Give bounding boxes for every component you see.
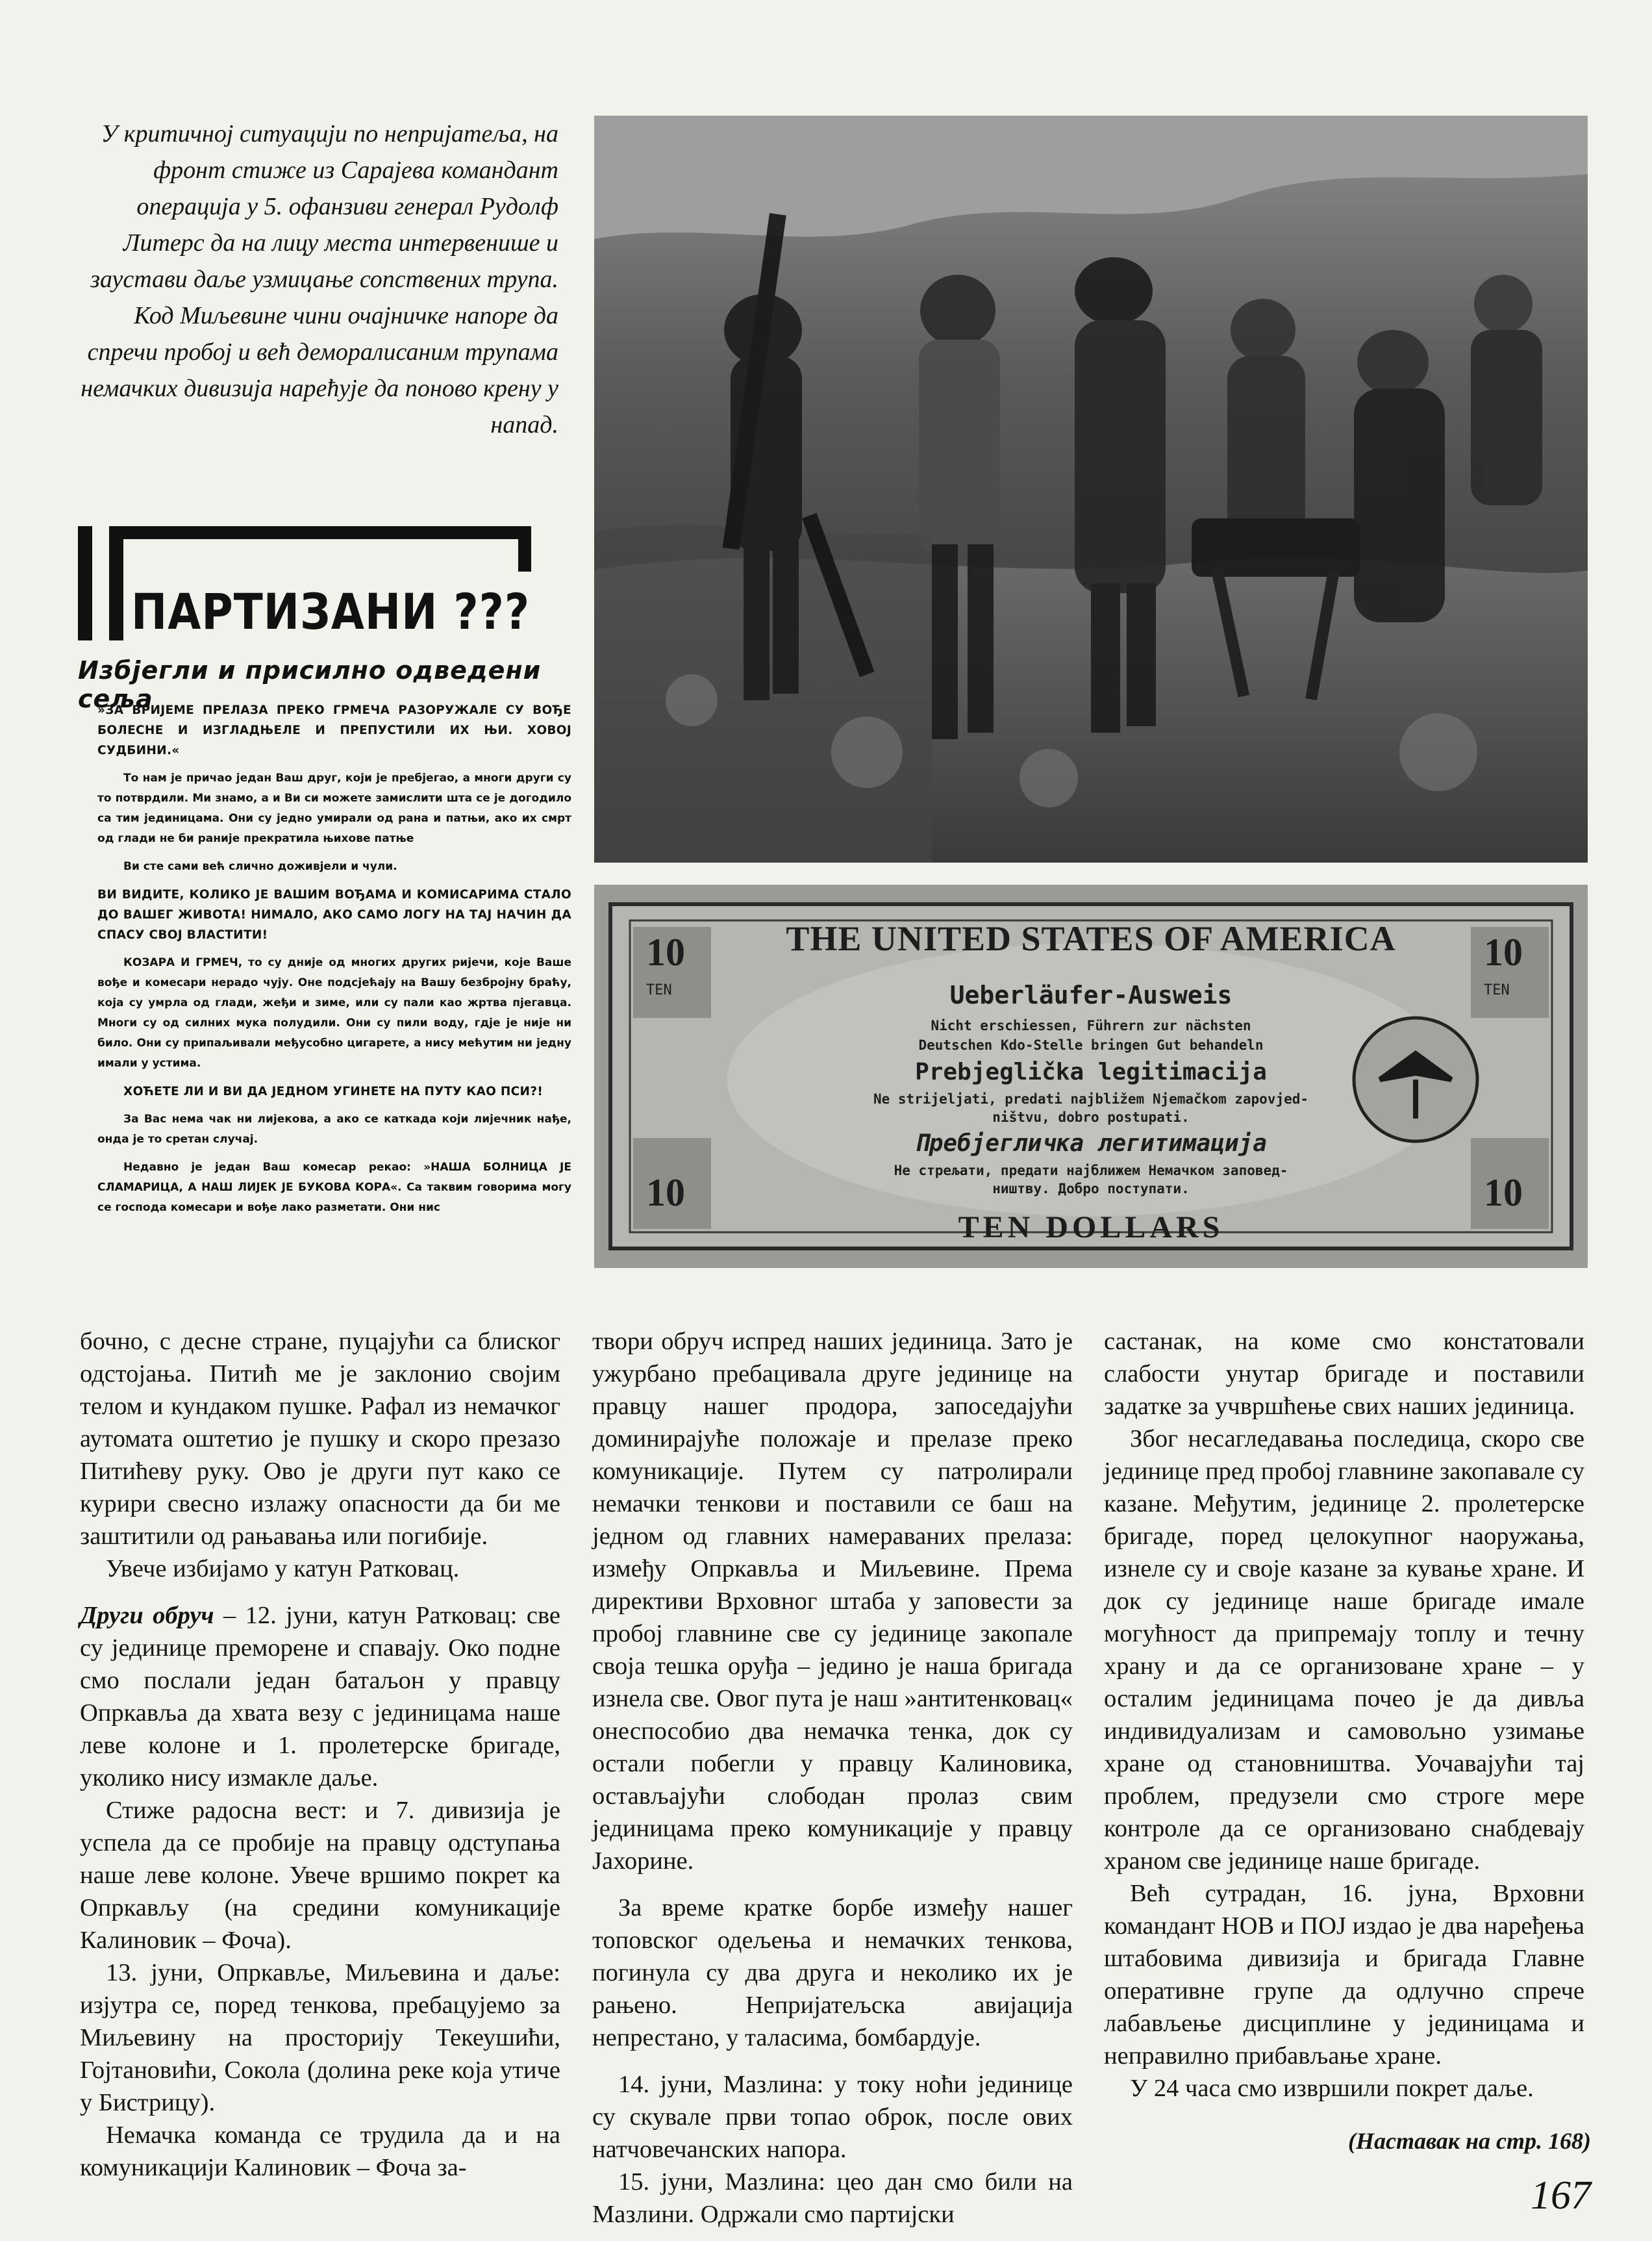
banknote-line-4: Prebjeglička legitimacija	[915, 1059, 1267, 1085]
propaganda-leaflet	[78, 505, 571, 1311]
leaflet-bar-right	[518, 526, 531, 572]
leaflet-paragraph: То нам је причао један Ваш друг, који је пребјегао, а многи други су то потврдили. Ми знамо, а и Ви си можете замислити шта се је догодило са тим јединицама. Они су једно умирали од рана и патњи, ако их смрт од глади не би раније прекратила њихове патње	[97, 772, 571, 845]
leaflet-body	[97, 700, 571, 1226]
banknote-corner-value-br: 10	[1484, 1171, 1523, 1214]
continued-note: (Наставак на стр. 168)	[1347, 2128, 1591, 2154]
paragraph: 13. јуни, Опркавље, Миљевина и даље: изјутра се, поред тенкова, пребацујемо за Миљевину на просторију Текеушићи, Гојтановићи, Сокола (долина реке која утиче у Бистрицу).	[80, 1959, 560, 2116]
banknote-corner-word-tr: TEN	[1484, 982, 1510, 998]
paragraph: Због несагледавања последица, скоро све јединице пред пробој главнине закопавале су казане. Међутим, јединице 2. пролетерске бригаде, поред целокупног наоружања, изнеле су и своје казане за кување хране. И док су јединице наше бригаде имале могућност да припремају топлу и течну храну и да се организоване хране – у осталим јединицама почео је да дивља индивидуализам и самовољно узимање хране од становништва. Уочавајући тај проблем, предузели смо строге мере контроле да се организовано снабдевају храном све јединице наше бригаде.	[1104, 1425, 1584, 1875]
banknote-line-6: ništvu, dobro postupati.	[992, 1109, 1190, 1125]
paragraph: У 24 часа смо извршили покрет даље.	[1130, 2075, 1534, 2102]
banknote-header: THE UNITED STATES OF AMERICA	[786, 919, 1396, 958]
text-column-1	[80, 1325, 560, 2184]
paragraph: твори обруч испред наших јединица. Зато је ужурбано пребацивала друге јединице на правцу нашег продора, запоседајући доминирајуће положаје и прелазе преко комуникације. Путем су патролирали немачки тенкови и поставили се баш на једном од главних намераваних прелаза: између Опркавља и Миљевине. Према директиви Врховног штаба у заповести за пробој главнине све су јединице закопале своја тешка оруђа – једино је наша бригада изнела све. Овог пута је наш »антитенковац« онеспособио два немачка тенка, док су остали побегли у правцу Калиновика, остављајући слободан пролаз свим јединицама преко комуникације у правцу Јахорине.	[592, 1328, 1073, 1875]
leaflet-paragraph: »ЗА ВРИЈЕМЕ ПРЕЛАЗА ПРЕКО ГРМЕЧА РАЗОРУЖАЛЕ СУ ВОЂЕ БОЛЕСНЕ И ИЗГЛАДЊЕЛЕ И ПРЕПУСТИЛИ ИХ ЊИ. ХОВОЈ СУДБИНИ.«	[97, 703, 571, 757]
banknote-line-2: Nicht erschiessen, Führern zur nächsten	[931, 1018, 1251, 1033]
text-column-3	[1104, 1325, 1584, 2105]
paragraph: Већ сутрадан, 16. јуна, Врховни командант НОВ и ПОЈ издао је два наређења штабовима дивизија и бригада Главне оперативне групе да одлучно спрече лабављење дисциплине у јединицама и неправилно прибављање хране.	[1104, 1880, 1584, 2070]
paragraph: састанак, на коме смо констатовали слабости унутар бригаде и поставили задатке за учвршћење свих наших јединица.	[1104, 1328, 1584, 1420]
banknote-line-7: Пребјегличка легитимација	[915, 1130, 1267, 1157]
banknote-line-5: Ne strijeljati, predati najbližem Njemačkom zapovjed-	[873, 1091, 1309, 1107]
paragraph: Стиже радосна вест: и 7. дивизија је успела да се пробије на правцу одступања наше леве колоне. Увече вршимо покрет ка Опркављу (на средини комуникације Калиновик – Фоча).	[80, 1797, 560, 1954]
runin-heading: Други обруч	[80, 1602, 214, 1629]
photo-soldiers	[594, 116, 1588, 863]
paragraph-text: – 12. јуни, катун Ратковац: све су јединице преморене и спавају. Око подне смо послали један батаљон у правцу Опркавља да хвата везу с јединицама наше леве колоне и 1. пролетерске бригаде, уколико нису измакле даље.	[80, 1602, 560, 1792]
banknote-line-3: Deutschen Kdo-Stelle bringen Gut behandeln	[918, 1037, 1264, 1053]
paragraph: бочно, с десне стране, пуцајући са блиског одстојања. Питић ме је заклонио својим телом и кундаком пушке. Рафал из немачког аутомата оштетио је пушку и скоро презазо Питићеву руку. Ово је други пут како се курири свесно излажу опасности да би ме заштитили од рањавања или погибије.	[80, 1328, 560, 1550]
banknote-line-8: Не стрељати, предати најближем Немачком заповед-	[894, 1163, 1288, 1178]
leaflet-bar-left	[78, 526, 92, 640]
photo-soldiers-image	[594, 116, 1588, 863]
leaflet-paragraph: КОЗАРА И ГРМЕЧ, то су дније од многих других ријечи, које Ваше вође и комесари нерадо чују. Оне подсјећају на Вашу безбројну браћу, која су умрла од глади, жеђи и зиме, или су пали као жртва пјегавца. Многи су од силних мука полудили. Они су пили воду, гдје је није ни било. Они су припаљивали међусобно цигарете, а нису мећутим ни једну имали у устима.	[97, 956, 571, 1070]
leaflet-title: ПАРТИЗАНИ ???	[131, 583, 531, 641]
leaflet-paragraph: ХОЋЕТЕ ЛИ И ВИ ДА ЈЕДНОМ УГИНЕТЕ НА ПУТУ КАО ПСИ?!	[123, 1085, 544, 1098]
paragraph: 14. јуни, Мазлина: у току ноћи јединице су скувале први топао оброк, после ових натчовечанских напора.	[592, 2071, 1073, 2163]
paragraph: За време кратке борбе између нашег топовског одељења и немачких тенкова, погинула су два друга и неколико их је рањено. Непријатељска авијација непрестано, у таласима, бомбардује.	[592, 1894, 1073, 2051]
propaganda-banknote-image	[594, 885, 1588, 1268]
banknote-line-9: ништву. Добро поступати.	[992, 1181, 1190, 1196]
leaflet-paragraph: За Вас нема чак ни лијекова, а ако се каткада који лијечник нађе, онда је то сретан случај.	[97, 1113, 571, 1146]
leaflet-bar-inner	[109, 526, 123, 640]
banknote-corner-value-tr: 10	[1484, 931, 1523, 974]
paragraph: 15. јуни, Мазлина: цео дан смо били на Мазлини. Одржали смо партијски	[592, 2168, 1073, 2228]
paragraph-with-runin	[80, 1599, 560, 1794]
leaflet-paragraph: ВИ ВИДИТЕ, КОЛИКО ЈЕ ВАШИМ ВОЂАМА И КОМИСАРИМА СТАЛО ДО ВАШЕГ ЖИВОТА! НИМАЛО, АКО САМО ЛОГУ НА ТАЈ НАЧИН ДА СПАСУ СВОЈ ВЛАСТИТИ!	[97, 888, 571, 942]
leaflet-bar-top	[109, 526, 531, 539]
leaflet-paragraph: Ви сте сами већ слично доживјели и чули.	[123, 860, 397, 873]
paragraph: Увече избијамо у катун Ратковац.	[106, 1555, 460, 1582]
banknote-corner-value-bl: 10	[646, 1171, 685, 1214]
paragraph: Немачка команда се трудила да и на комуникацији Калиновик – Фоча за-	[80, 2121, 560, 2181]
page-number: 167	[1531, 2173, 1591, 2218]
banknote-line-1: Ueberläufer-Ausweis	[949, 981, 1233, 1009]
banknote-footer: TEN DOLLARS	[958, 1210, 1224, 1245]
photo-caption: У критичној ситуацији по непријатеља, на фронт стиже из Сарајева командант операција у 5. офанзиви генерал Рудолф Литерс да на лицу места интервенише и заустави даље узмицање сопствених трупа. Код Миљевине чини очајничке напоре да спречи пробој и већ деморалисаним трупама немачких дивизија нарећује да поново крену у напад.	[81, 120, 558, 438]
leaflet-paragraph: Недавно је један Ваш комесар рекао: »НАША БОЛНИЦА ЈЕ СЛАМАРИЦА, А НАШ ЛИЈЕК ЈЕ БУКОВА КОРА«. Са таквим говорима могу се господа комесари и вође лако разметати. Они нис	[97, 1161, 571, 1214]
banknote-corner-word-tl: TEN	[646, 982, 672, 998]
text-column-2	[592, 1325, 1073, 2231]
leaflet-subtitle: Избјегли и присилно одведени сеља	[78, 656, 542, 713]
banknote-corner-value-tl: 10	[646, 931, 685, 974]
